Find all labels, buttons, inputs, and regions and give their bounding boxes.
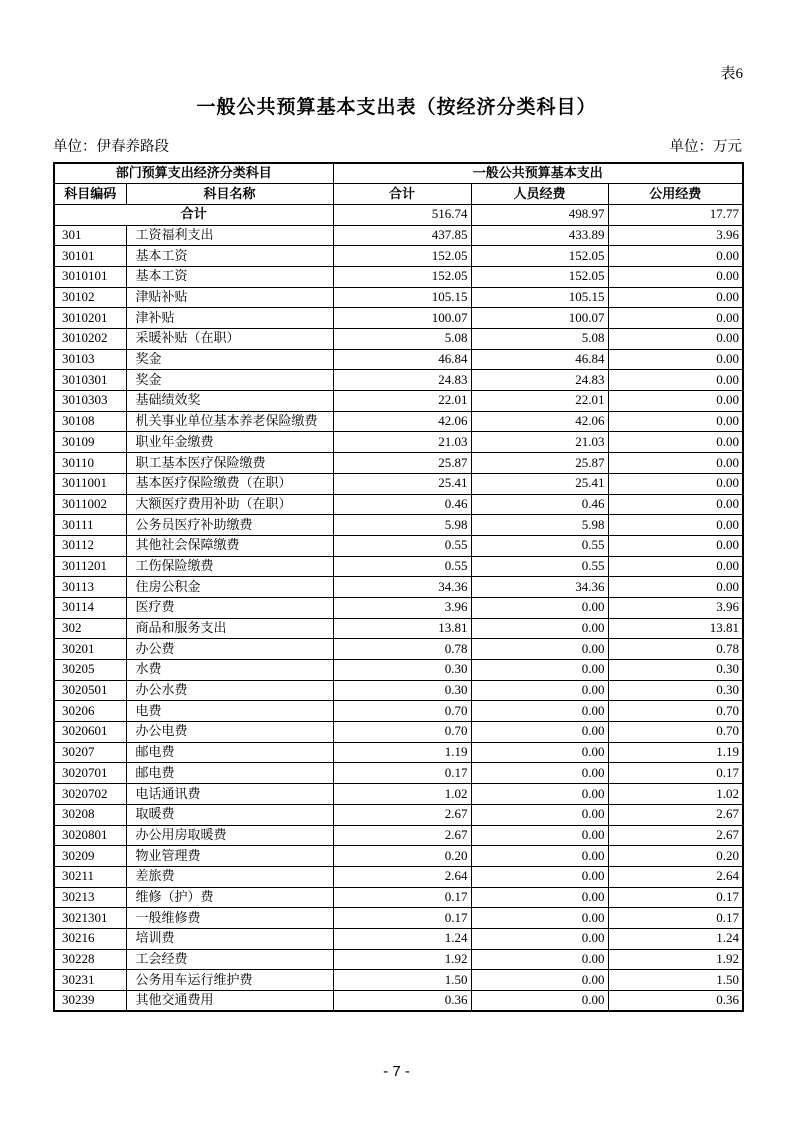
table-row [54, 535, 743, 556]
row-total: 1.19 [333, 742, 471, 763]
row-code: 30208 [54, 804, 126, 825]
row-code: 30213 [54, 887, 126, 908]
row-public: 0.70 [608, 722, 743, 743]
row-public: 0.17 [608, 908, 743, 929]
table-row [54, 308, 743, 329]
row-personnel: 0.00 [471, 825, 608, 846]
row-public: 0.00 [608, 473, 743, 494]
row-name: 奖金 [126, 349, 333, 370]
row-name: 基本工资 [126, 266, 333, 287]
row-total: 1.02 [333, 784, 471, 805]
row-name: 基本医疗保险缴费（在职） [126, 473, 333, 494]
row-personnel: 0.00 [471, 949, 608, 970]
row-total: 0.20 [333, 846, 471, 867]
row-personnel: 25.87 [471, 453, 608, 474]
table-row [54, 660, 743, 681]
table-row [54, 597, 743, 618]
row-public: 0.00 [608, 246, 743, 267]
row-public: 1.92 [608, 949, 743, 970]
row-code: 3010101 [54, 266, 126, 287]
row-personnel: 0.00 [471, 722, 608, 743]
column-header-code: 科目编码 [54, 184, 126, 205]
row-name: 基础绩效奖 [126, 391, 333, 412]
row-code: 30211 [54, 866, 126, 887]
table-row [54, 515, 743, 536]
row-personnel: 0.00 [471, 742, 608, 763]
row-code: 3011001 [54, 473, 126, 494]
total-row [54, 204, 743, 225]
unit-row [53, 135, 742, 156]
row-personnel: 25.41 [471, 473, 608, 494]
row-code: 30231 [54, 970, 126, 991]
row-code: 30110 [54, 453, 126, 474]
row-name: 津贴补贴 [126, 287, 333, 308]
total-row-label: 合计 [54, 204, 333, 225]
column-header-name: 科目名称 [126, 184, 333, 205]
row-personnel: 21.03 [471, 432, 608, 453]
sheet-label: 表6 [720, 66, 743, 82]
row-public: 1.19 [608, 742, 743, 763]
total-row-personnel: 498.97 [471, 204, 608, 225]
row-personnel: 46.84 [471, 349, 608, 370]
row-public: 0.00 [608, 287, 743, 308]
row-personnel: 5.08 [471, 329, 608, 350]
table-row [54, 887, 743, 908]
table-row [54, 825, 743, 846]
row-name: 公务用车运行维护费 [126, 970, 333, 991]
row-code: 30113 [54, 577, 126, 598]
row-name: 办公电费 [126, 722, 333, 743]
row-code: 30103 [54, 349, 126, 370]
row-name: 维修（护）费 [126, 887, 333, 908]
row-code: 3010303 [54, 391, 126, 412]
row-code: 3010202 [54, 329, 126, 350]
row-personnel: 42.06 [471, 411, 608, 432]
row-code: 3021301 [54, 908, 126, 929]
row-public: 0.36 [608, 991, 743, 1012]
row-personnel: 0.46 [471, 494, 608, 515]
row-total: 5.98 [333, 515, 471, 536]
row-total: 24.83 [333, 370, 471, 391]
table-row [54, 970, 743, 991]
table-row [54, 432, 743, 453]
row-personnel: 0.00 [471, 846, 608, 867]
row-public: 0.30 [608, 680, 743, 701]
table-row [54, 618, 743, 639]
row-public: 2.67 [608, 825, 743, 846]
column-header-total: 合计 [333, 184, 471, 205]
row-total: 0.17 [333, 908, 471, 929]
row-code: 3020501 [54, 680, 126, 701]
row-code: 30109 [54, 432, 126, 453]
table-row [54, 329, 743, 350]
table-row [54, 991, 743, 1012]
row-public: 0.00 [608, 411, 743, 432]
row-personnel: 0.00 [471, 991, 608, 1012]
row-personnel: 0.00 [471, 639, 608, 660]
row-public: 1.24 [608, 928, 743, 949]
table-row [54, 411, 743, 432]
row-name: 基本工资 [126, 246, 333, 267]
row-public: 0.30 [608, 660, 743, 681]
row-code: 30112 [54, 535, 126, 556]
row-total: 100.07 [333, 308, 471, 329]
row-code: 3020702 [54, 784, 126, 805]
row-name: 电费 [126, 701, 333, 722]
row-public: 0.00 [608, 349, 743, 370]
table-row [54, 680, 743, 701]
row-personnel: 5.98 [471, 515, 608, 536]
column-header-personnel: 人员经费 [471, 184, 608, 205]
table-row [54, 246, 743, 267]
row-name: 奖金 [126, 370, 333, 391]
unit-currency-label: 单位：万元 [669, 139, 742, 155]
total-row-public: 17.77 [608, 204, 743, 225]
table-row [54, 701, 743, 722]
row-name: 一般维修费 [126, 908, 333, 929]
row-total: 42.06 [333, 411, 471, 432]
row-public: 0.00 [608, 556, 743, 577]
row-code: 30239 [54, 991, 126, 1012]
row-total: 2.67 [333, 825, 471, 846]
row-name: 公务员医疗补助缴费 [126, 515, 333, 536]
row-personnel: 22.01 [471, 391, 608, 412]
row-total: 0.78 [333, 639, 471, 660]
row-total: 46.84 [333, 349, 471, 370]
table-row [54, 266, 743, 287]
row-code: 30207 [54, 742, 126, 763]
row-name: 工资福利支出 [126, 225, 333, 246]
row-code: 30201 [54, 639, 126, 660]
row-public: 0.00 [608, 494, 743, 515]
row-total: 0.55 [333, 556, 471, 577]
row-personnel: 0.55 [471, 535, 608, 556]
row-personnel: 0.00 [471, 908, 608, 929]
budget-table [53, 162, 744, 1012]
row-code: 30228 [54, 949, 126, 970]
row-name: 津补贴 [126, 308, 333, 329]
row-total: 0.30 [333, 680, 471, 701]
row-code: 3011201 [54, 556, 126, 577]
row-code: 30111 [54, 515, 126, 536]
row-name: 住房公积金 [126, 577, 333, 598]
row-name: 水费 [126, 660, 333, 681]
row-name: 差旅费 [126, 866, 333, 887]
row-total: 1.92 [333, 949, 471, 970]
row-public: 0.00 [608, 432, 743, 453]
row-code: 30206 [54, 701, 126, 722]
row-code: 30108 [54, 411, 126, 432]
row-total: 1.50 [333, 970, 471, 991]
row-code: 3020701 [54, 763, 126, 784]
row-public: 0.20 [608, 846, 743, 867]
row-total: 0.36 [333, 991, 471, 1012]
row-name: 医疗费 [126, 597, 333, 618]
row-public: 2.64 [608, 866, 743, 887]
page-number: - 7 - [383, 1063, 410, 1080]
row-personnel: 0.00 [471, 970, 608, 991]
unit-name-label: 单位：伊春养路段 [53, 139, 169, 155]
table-row [54, 846, 743, 867]
row-code: 30114 [54, 597, 126, 618]
row-public: 0.00 [608, 266, 743, 287]
table-row [54, 908, 743, 929]
table-row [54, 287, 743, 308]
row-code: 3010201 [54, 308, 126, 329]
row-code: 30205 [54, 660, 126, 681]
row-personnel: 152.05 [471, 266, 608, 287]
row-name: 其他交通费用 [126, 991, 333, 1012]
table-row [54, 804, 743, 825]
row-code: 3020601 [54, 722, 126, 743]
table-row [54, 391, 743, 412]
column-header-row [54, 184, 743, 205]
row-total: 21.03 [333, 432, 471, 453]
row-public: 1.02 [608, 784, 743, 805]
row-total: 1.24 [333, 928, 471, 949]
row-personnel: 0.00 [471, 928, 608, 949]
row-public: 1.50 [608, 970, 743, 991]
row-public: 0.78 [608, 639, 743, 660]
row-public: 3.96 [608, 225, 743, 246]
row-code: 3020801 [54, 825, 126, 846]
row-name: 电话通讯费 [126, 784, 333, 805]
row-total: 34.36 [333, 577, 471, 598]
row-name: 物业管理费 [126, 846, 333, 867]
row-total: 13.81 [333, 618, 471, 639]
row-total: 25.41 [333, 473, 471, 494]
row-personnel: 0.00 [471, 618, 608, 639]
row-public: 0.00 [608, 535, 743, 556]
row-public: 0.17 [608, 887, 743, 908]
table-row [54, 928, 743, 949]
row-name: 工伤保险缴费 [126, 556, 333, 577]
row-total: 0.55 [333, 535, 471, 556]
row-total: 0.46 [333, 494, 471, 515]
row-total: 2.64 [333, 866, 471, 887]
row-total: 0.17 [333, 887, 471, 908]
row-code: 30101 [54, 246, 126, 267]
row-personnel: 0.00 [471, 887, 608, 908]
row-name: 机关事业单位基本养老保险缴费 [126, 411, 333, 432]
row-name: 办公水费 [126, 680, 333, 701]
row-personnel: 0.00 [471, 597, 608, 618]
row-total: 2.67 [333, 804, 471, 825]
row-total: 0.17 [333, 763, 471, 784]
row-name: 工会经费 [126, 949, 333, 970]
row-code: 30216 [54, 928, 126, 949]
row-name: 培训费 [126, 928, 333, 949]
row-public: 3.96 [608, 597, 743, 618]
row-public: 13.81 [608, 618, 743, 639]
row-personnel: 0.00 [471, 660, 608, 681]
row-personnel: 0.00 [471, 784, 608, 805]
row-total: 5.08 [333, 329, 471, 350]
table-row [54, 349, 743, 370]
row-name: 采暖补贴（在职） [126, 329, 333, 350]
row-personnel: 0.00 [471, 804, 608, 825]
row-personnel: 100.07 [471, 308, 608, 329]
row-total: 0.70 [333, 701, 471, 722]
row-public: 0.00 [608, 370, 743, 391]
table-body [54, 204, 743, 1011]
row-total: 152.05 [333, 246, 471, 267]
row-public: 2.67 [608, 804, 743, 825]
table-row [54, 639, 743, 660]
table-row [54, 494, 743, 515]
row-name: 大额医疗费用补助（在职） [126, 494, 333, 515]
row-total: 0.30 [333, 660, 471, 681]
row-total: 437.85 [333, 225, 471, 246]
table-row [54, 577, 743, 598]
header-group-right: 一般公共预算基本支出 [333, 163, 743, 184]
header-group-left: 部门预算支出经济分类科目 [54, 163, 333, 184]
row-public: 0.00 [608, 453, 743, 474]
row-personnel: 24.83 [471, 370, 608, 391]
table-row [54, 763, 743, 784]
row-personnel: 0.00 [471, 701, 608, 722]
row-personnel: 433.89 [471, 225, 608, 246]
table-row [54, 370, 743, 391]
row-total: 25.87 [333, 453, 471, 474]
row-name: 商品和服务支出 [126, 618, 333, 639]
row-personnel: 0.00 [471, 680, 608, 701]
row-code: 301 [54, 225, 126, 246]
row-name: 其他社会保障缴费 [126, 535, 333, 556]
row-total: 3.96 [333, 597, 471, 618]
row-personnel: 0.00 [471, 866, 608, 887]
row-total: 105.15 [333, 287, 471, 308]
row-name: 取暖费 [126, 804, 333, 825]
row-name: 职工基本医疗保险缴费 [126, 453, 333, 474]
row-total: 22.01 [333, 391, 471, 412]
row-personnel: 0.55 [471, 556, 608, 577]
row-personnel: 152.05 [471, 246, 608, 267]
row-public: 0.00 [608, 329, 743, 350]
page-title: 一般公共预算基本支出表（按经济分类科目） [196, 97, 597, 118]
row-name: 办公费 [126, 639, 333, 660]
table-row [54, 949, 743, 970]
row-code: 3010301 [54, 370, 126, 391]
row-total: 152.05 [333, 266, 471, 287]
table-row [54, 866, 743, 887]
table-row [54, 784, 743, 805]
table-row [54, 225, 743, 246]
row-public: 0.17 [608, 763, 743, 784]
row-personnel: 0.00 [471, 763, 608, 784]
row-name: 邮电费 [126, 742, 333, 763]
column-header-public: 公用经费 [608, 184, 743, 205]
row-code: 30209 [54, 846, 126, 867]
row-public: 0.70 [608, 701, 743, 722]
row-name: 职业年金缴费 [126, 432, 333, 453]
row-total: 0.70 [333, 722, 471, 743]
total-row-total: 516.74 [333, 204, 471, 225]
row-personnel: 34.36 [471, 577, 608, 598]
table-row [54, 473, 743, 494]
row-public: 0.00 [608, 577, 743, 598]
row-public: 0.00 [608, 391, 743, 412]
table-row [54, 556, 743, 577]
row-code: 30102 [54, 287, 126, 308]
row-code: 3011002 [54, 494, 126, 515]
row-personnel: 105.15 [471, 287, 608, 308]
row-public: 0.00 [608, 308, 743, 329]
table-row [54, 742, 743, 763]
row-code: 302 [54, 618, 126, 639]
table-row [54, 722, 743, 743]
row-public: 0.00 [608, 515, 743, 536]
table-row [54, 453, 743, 474]
row-name: 办公用房取暖费 [126, 825, 333, 846]
header-group-row [54, 163, 743, 184]
row-name: 邮电费 [126, 763, 333, 784]
